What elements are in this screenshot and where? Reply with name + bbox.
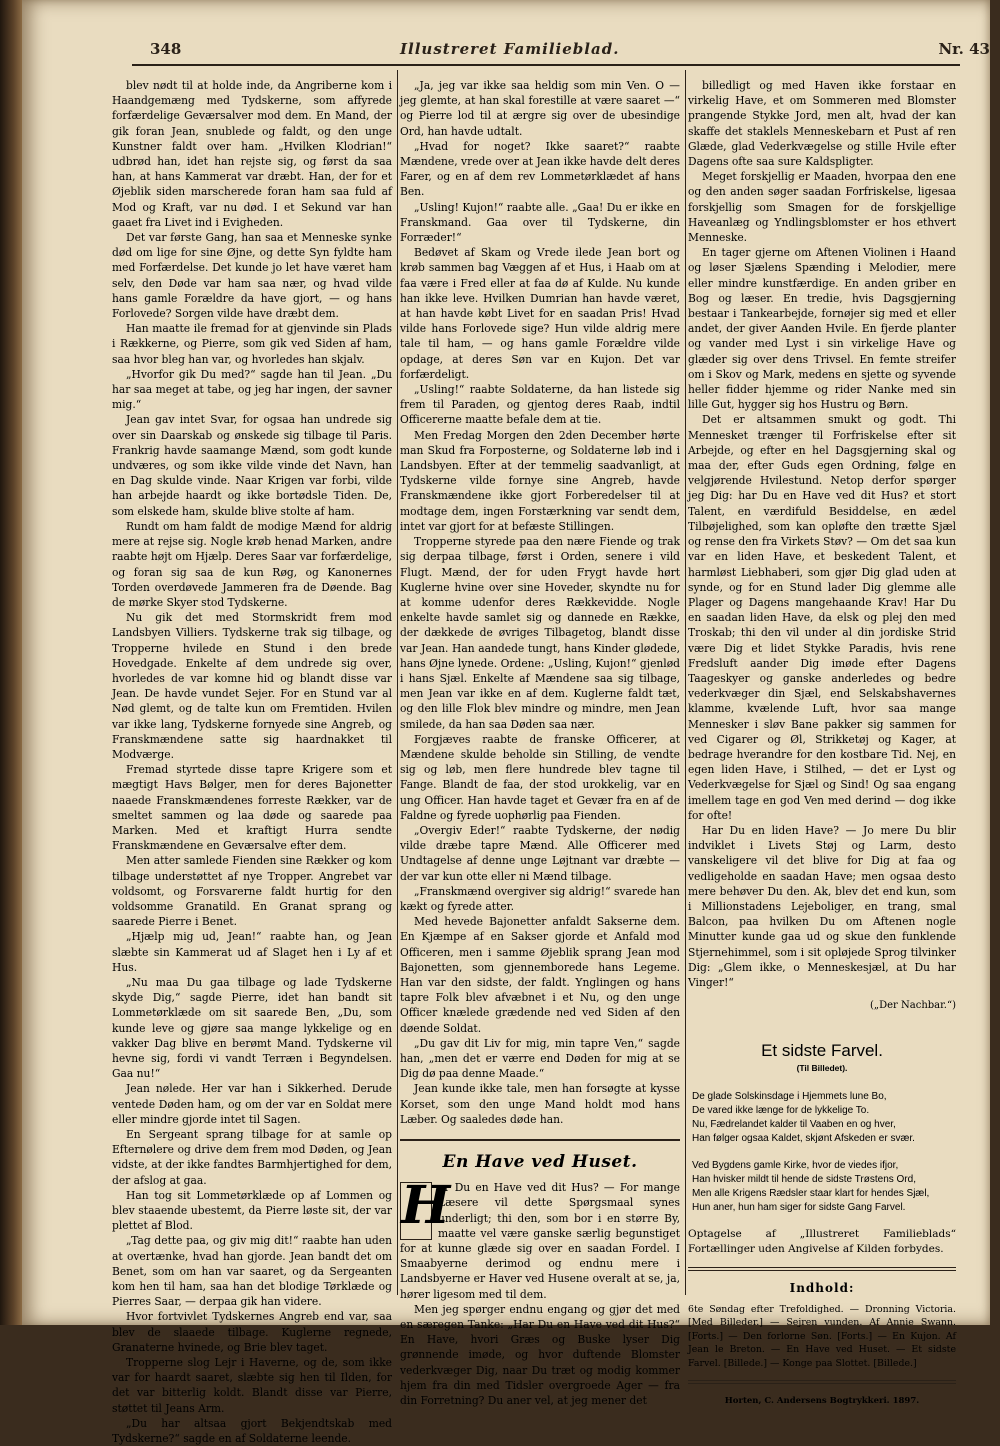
paragraph: Han maatte ile fremad for at gjenvinde sin Plads i Rækkerne, og Pierre, som gik ved Siden af ham, saa hvor bleg han var, og hvorledes han skjalv.: [112, 322, 392, 366]
paragraph: Rundt om ham faldt de modige Mænd for aldrig mere at rejse sig. Nogle krøb henad Marken, andre raabte højt om Hjælp. Deres Saar var forfærdelige, og foran sig saa de kun Røg, og Kanonernes Torden overdøvede Jammeren fra de Døende. Bag de mørke Skyer stod Tydskerne.: [112, 519, 392, 609]
contents-list: 6te Søndag efter Trefoldighed. — Dronning Victoria. [Med Billeder.] — Sejren vunden. Af Annie Swann. [Forts.] — Den forlorne Søn. [Forts.] — En Kujon. Af Jean le Breton. — En Have ved Huset. — Et sidste Farvel. [Billede.] — Konge paa Slottet. [Billede.]: [688, 1303, 956, 1369]
poem-stanza: [692, 1090, 956, 1147]
page-number: 348: [150, 40, 182, 58]
section-title: En Have ved Huset.: [442, 1152, 638, 1173]
poem-body: [692, 1090, 956, 1216]
paragraph: Men Fredag Morgen den 2den December hørte man Skud fra Forposterne, og Soldaterne løb ind i Landsbyen. Efter at der temmelig saadvanligt, at Tydskerne vilde fornye sine Angreb, havde Franskmændene ikke gjort Forberedelser til at modtage dem, ingen Forstærkning var sendt dem, intet var gjort for at befæste Stillingen.: [400, 428, 680, 533]
paragraph: „Nu maa Du gaa tilbage og lade Tydskerne skyde Dig,“ sagde Pierre, idet han bandt sit Lommetørklæde om sit saarede Ben, „Du, som kunde leve og gjøre saa mange lykkelige og en vakker Dag blive en berømt Mand. Tydskerne vil hevne sig, fordi vi vandt Terræn i Begyndelsen. Gaa nu!“: [112, 975, 392, 1081]
paragraph: Men jeg spørger endnu engang og gjør det med en særegen Tanke: „Har Du en Have ved dit Hus?“ En Have, hvori Græs og Buske lyser Dig grønnende imøde, og hvor duftende Blomster vederkvæger Dig, naar Du træt og modig kommer hjem fra din med Tidsler overgroede Ager — fra din Forretning? Du aner vel, at jeg mener det: [400, 1302, 680, 1408]
header-rule: [132, 64, 960, 66]
poem-line: Nu, Fædrelandet kalder til Vaaben en og hver,: [692, 1119, 896, 1131]
paragraph: En Sergeant sprang tilbage for at samle op Efternølere og drive dem frem mod Døden, og Jean vidste, at der ikke fandtes Barmhjertighed for dem, der afslog at gaa.: [112, 1128, 392, 1187]
paragraph: „Hvad for noget? Ikke saaret?“ raabte Mændene, vrede over at Jean ikke havde delt deres Farer, og en af dem rev Lommetørklædet af hans Ben.: [400, 139, 681, 199]
paragraph: Det er altsammen smukt og godt. Thi Mennesket trænger til Forfriskelse efter sit Arbejde, og efter en hel Dagsgjerning skal og maa der, efter Guds egen Ordning, følge en velgjørende Hvilestund. Netop derfor spørger jeg Dig: har Du en Have ved dit Hus? et stort Talent, en værdifuld Besiddelse, en ædel Tilbøjelighed, som kan opløfte den trætte Sjæl og rense den fra Virkets Støv? — Om det saa kun var en liden Have, et beskedent Talent, et harmløst Liebhaberi, som gjør Dig glad uden at synde, og for en Stund lader Dig glemme alle Plager og Dagens mangehaande Krav! Har Du en saadan liden Have, da elsk og plej den med Troskab; thi den vil under al din jordiske Strid være Dig et lidet Stykke Paradis, hvis rene Fredsluft aander Dig imøde efter Dagens Taageskyer og ganske anderledes og bedre vederkvæger din Sjæl, end Selskabshavernes klamme, kvælende Luft, hvor saa mange Mennesker i sløv Bane pakker sig sammen for ved Cigarer og Øl, Strikketøj og Kager, at bedrage hverandre for den kostbare Tid. Nej, en egen liden Have, i Stilhed, — det er Lyst og Vederkvægelse for Sjæl og Sind! Og saa engang imellem tage en god Ven med derind — dog ikke for ofte!: [688, 413, 956, 822]
contents-divider: [688, 1267, 956, 1271]
issue-number: Nr. 43: [938, 40, 990, 58]
poem-line: Hun aner, hun ham siger for sidste Gang Farvel.: [692, 1202, 906, 1214]
poem-line: De vared ikke længe for de lykkelige To.: [692, 1105, 870, 1116]
copyright-notice: Optagelse af „Illustreret Familieblads“ Fortællinger uden Angivelse af Kilden forbydes.: [688, 1228, 956, 1256]
paragraph: „Usling! Kujon!“ raabte alle. „Gaa! Du er ikke en Franskmand. Gaa over til Tydskerne, din Forræder!“: [400, 200, 680, 245]
paragraph: Meget forskjellig er Maaden, hvorpaa den ene og den anden søger saadan Forfriskelse, ligesaa forskjellig som Smagen for de forskjellige Haveanlæg og Yndlingsblomster er hos ethvert Menneske.: [688, 170, 956, 245]
poem-subtitle: (Til Billedet).: [796, 1062, 848, 1073]
poem-line: Men alle Krigens Rædsler staar klart for hendes Sjæl,: [692, 1188, 930, 1200]
article-source: („Der Nachbar.“): [870, 1000, 956, 1012]
column-2: [400, 78, 681, 1408]
paragraph: Bedøvet af Skam og Vrede ilede Jean bort og krøb sammen bag Væggen af et Hus, i Haab om at faa være i Fred eller at faa dø af Kulde. Nu kunde han ikke leve. Hvilken Dumrian han havde været, at han havde købt Livet for en saadan Pris! Hvad vilde hans Forlovede sige? Hun vilde aldrig mere tale til ham, — og hans gamle Forældre vilde opdage, at deres Søn var en Kujon. Det var forfærdeligt.: [400, 246, 680, 381]
paragraph: Med hevede Bajonetter anfaldt Sakserne dem. En Kjæmpe af en Sakser gjorde et Anfald mod Officeren, men i samme Øjeblik sprang Jean mod Bajonetten, som gjennemborede hans Legeme. Han var den sidste, der faldt. Ynglingen og hans tapre Folk blev afvæbnet i et Nu, og den unge Officer knælede grædende ned ved Siden af den døende Soldat.: [400, 915, 680, 1035]
poem-line: De glade Solskinsdage i Hjemmets lune Bo,: [692, 1090, 887, 1102]
paragraph: „Du har altsaa gjort Bekjendtskab med Tydskerne?“ sagde en af Soldaterne leende.: [112, 1416, 392, 1446]
paragraph: „Hjælp mig ud, Jean!“ raabte han, og Jean slæbte sin Kammerat ud af Slaget hen i Ly af et Hus.: [112, 930, 392, 974]
paragraph: Det var første Gang, han saa et Menneske synke død om lige for sine Øjne, og dette Syn fyldte ham med Forfærdelse. Det kunde jo let have været ham selv, den Døde var ham saa nær, og hvad vilde hans gamle Forældre da have gjort, — og hans Forlovede? Sorgen vilde have dræbt dem.: [112, 231, 392, 321]
column-divider-1: [397, 70, 398, 1295]
paragraph: ar Du en Have ved dit Hus? — For mange Læsere vil dette Spørgsmaal synes underligt; thi den, som bor i en større By, maatte vel være ganske særlig begunstiget for at kunne glæde sig over en saadan Fordel. I Smaabyerne derimod og endnu mere i Landsbyerne er Haver ved Husene overalt at se, ja, hører ligesom med til dem.: [400, 1181, 680, 1301]
column-1: [112, 78, 392, 1446]
poem-stanza: [692, 1159, 956, 1216]
paragraph: Fremad styrtede disse tapre Krigere som et mægtigt Havs Bølger, men for deres Bajonetter naaede Franskmændenes forreste Rækker, var de smeltet sammen og laa døde og saarede paa Marken. Med et kraftigt Hurra sendte Franskmændene en Geværsalve efter dem.: [112, 763, 392, 853]
printer-divider: [688, 1380, 956, 1384]
article-body: [400, 1180, 680, 1408]
paragraph: „Tag dette paa, og giv mig dit!“ raabte han uden at overtænke, hvad han gjorde. Jean bandt det om Benet, som om han var saaret, og da Sergeanten kom hen til ham, saa han det blodige Tørklæde og Pierres Saar, — derpaa gik han videre.: [112, 1234, 392, 1309]
poem-line: Ved Bygdens gamle Kirke, hvor de viedes ifjor,: [692, 1159, 899, 1171]
column-divider-2: [685, 70, 686, 1295]
paragraph: Forgjæves raabte de franske Officerer, at Mændene skulde beholde sin Stilling, de vendte sig og løb, men flere hundrede blev tagne til Fange. Blandt de faa, der stod urokkelig, var en ung Officer. Han havde taget et Gevær fra en af de Faldne og fyrede uophørlig paa Fienden.: [400, 732, 680, 822]
page-header: [150, 40, 990, 62]
column-3: [688, 78, 956, 1407]
paragraph: Men atter samlede Fienden sine Rækker og kom tilbage understøttet af nye Tropper. Angrebet var voldsomt, og Forsvarerne faldt hurtig for den voldsomme Granatild. En Granat sprang og saarede Pierre i Benet.: [112, 854, 392, 929]
paragraph: „Du gav dit Liv for mig, min tapre Ven,“ sagde han, „men det er værre end Døden for mig at se Dig dø paa denne Maade.“: [400, 1036, 680, 1081]
publication-title: Illustreret Familieblad.: [400, 40, 620, 58]
story-ending: [400, 78, 680, 1127]
paragraph: En tager gjerne om Aftenen Violinen i Haand og løser Sjælens Spænding i Melodier, mere eller mindre kunstfærdige. En anden griber en Bog og læser. En tredie, hvis Dagsgjerning bestaar i Tankearbejde, fornøjer sig med et eller andet, der giver Aanden Hvile. En fjerde planter og vander med Lyst i sin virkelige Have og glæder sig over dens Trivsel. En femte streifer om i Skov og Mark, medens en sjette og syvende heller fidder hjemme og rider Nanke med sin lille Gut, hygger sig hos Hustru og Børn.: [688, 246, 956, 412]
section-divider: [400, 1139, 680, 1141]
paragraph: Tropperne slog Lejr i Haverne, og de, som ikke var for haardt saaret, slæbte sig hen til Ilden, for det var bitterlig koldt. Blandt disse var Pierre, støttet til Jeans Arm.: [112, 1356, 392, 1415]
paragraph: Jean nølede. Her var han i Sikkerhed. Derude ventede Døden ham, og om der var en Soldat mere eller mindre gjorde intet til Sagen.: [112, 1082, 392, 1126]
paragraph: „Franskmænd overgiver sig aldrig!“ svarede han kækt og fyrede atter.: [400, 884, 680, 913]
book-spine: [0, 0, 22, 1325]
printer-imprint: Horten, C. Andersens Bogtrykkeri. 1897.: [724, 1396, 920, 1407]
paragraph: Hvor fortvivlet Tydskernes Angreb end var, saa blev de slaaede tilbage. Kuglerne regnede, Granaterne hvinede, og Brie blev taget.: [112, 1310, 392, 1354]
paragraph: „Usling!“ raabte Soldaterne, da han listede sig frem til Paraden, og gjentog deres Raab, indtil Officererne maatte befale dem at tie.: [400, 383, 680, 427]
poem-line: Han hvisker mildt til hende de sidste Trøstens Ord,: [692, 1173, 916, 1185]
section-article: [400, 1175, 680, 1408]
paragraph: Tropperne styrede paa den nære Fiende og trak sig derpaa tilbage, først i Orden, senere i vild Flugt. Mænd, der for uden Frygt havde hørt Kuglerne hvine over sine Hoveder, skyndte nu for at komme udenfor deres Rækkevidde. Nogle enkelte havde samlet sig og dannede en Række, der dækkede de øvriges Tilbagetog, blandt disse var Jean. Han aandede tungt, hans Kinder glødede, hans Øjne lynede. Ordene: „Usling, Kujon!“ gjenlød i hans Sjæl. Enkelte af Mændene saa sig tilbage, men Jean var ikke en af dem. Kuglerne faldt tæt, og den lille Flok blev mindre og mindre, men Jean smilede, da han saa Døden saa nær.: [400, 535, 680, 731]
paragraph: „Overgiv Eder!“ raabte Tydskerne, der nødig vilde dræbe tapre Mænd. Alle Officerer med Undtagelse af denne unge Løjtnant var dræbte — der var kun otte eller ni Mænd tilbage.: [400, 823, 680, 883]
paragraph: Har Du en liden Have? — Jo mere Du blir indviklet i Livets Støj og Larm, desto vanskeligere vil det blive for Dig at faa og vedligeholde en saadan Have; men ogsaa desto mere behøver Du den. Ak, blev det end kun, som i Millionstadens Lejeboliger, en trang, smal Balcon, paa hvilken Du om Aftenen nogle Minutter kunde gaa ud og skue den funklende Stjernehimmel, som i sit opløjede Sprog tilvinker Dig: „Glem ikke, o Menneskesjæl, at Du har Vinger!“: [688, 823, 956, 989]
poem-title: Et sidste Farvel.: [761, 1041, 883, 1061]
poem-line: Han følger ogsaa Kaldet, skjønt Afskeden er svær.: [692, 1133, 915, 1145]
paragraph: blev nødt til at holde inde, da Angriberne kom i Haandgemæng med Tydskerne, som affyrede forfærdelige Geværsalver mod dem. En Mand, der gik foran Jean, snublede og faldt, og den unge Kunstner faldt over ham. „Hvilken Klodrian!“ udbrød han, idet han rejste sig, og først da saa han, at hans Kammerat var dræbt. Han, der for et Øjeblik siden marscherede foran ham saa fuld af Mod og Kraft, var nu død. I et Sekund var han gaaet fra Livet ind i Evigheden.: [112, 79, 392, 229]
contents-title: Indhold:: [789, 1281, 855, 1296]
article-continuation: [688, 78, 956, 990]
paragraph: Jean kunde ikke tale, men han forsøgte at kysse Korset, som den unge Mand holdt mod hans Læber. Og saaledes døde han.: [400, 1082, 680, 1126]
paragraph: Han tog sit Lommetørklæde op af Lommen og blev staaende ubestemt, da Pierre løste sit, der var plettet af Blod.: [112, 1188, 392, 1233]
paragraph: „Ja, jeg var ikke saa heldig som min Ven. O — jeg glemte, at han skal forestille at være saaret —“ og Pierre lod til at ærgre sig over de ubesindige Ord, han havde udtalt.: [400, 79, 680, 138]
story-continuation: [112, 78, 392, 1446]
paragraph: Jean gav intet Svar, for ogsaa han undrede sig over sin Daarskab og ønskede sig tilbage til Paris. Frankrig havde saamange Mænd, som godt kunde undværes, og som ikke vilde vinde det Navn, han en Dag skulde vinde. Naar Krigen var forbi, vilde han arbejde haardt og ikke bortødsle Tiden. De, som elskede ham, skulde blive stolte af ham.: [112, 413, 392, 518]
paragraph: „Hvorfor gik Du med?“ sagde han til Jean. „Du har saa meget at tabe, og jeg har ingen, der savner mig.“: [112, 367, 392, 412]
drop-cap: H: [400, 1182, 432, 1240]
paragraph: Nu gik det med Stormskridt frem mod Landsbyen Villiers. Tydskerne trak sig tilbage, og Tropperne hvilede en Stund i den brede Hovedgade. Enkelte af dem undrede sig over, hvorledes de var komne hid og blandt disse var Jean. De havde vundet Sejer. For en Stund var al Nød glemt, og de talte kun om Fremtiden. Hvilen var ikke lang, Tydskerne fornyede sine Angreb, og Franskmændene satte sig haardnakket til Modværge.: [112, 611, 392, 761]
paragraph: billedligt og med Haven ikke forstaar en virkelig Have, et om Sommeren med Blomster prangende Stykke Jord, men alt, hvad der kan skaffe det staklels Menneskebarn et Pust af ren Glæde, glad Vederkvægelse og stille Hvile efter Dagens ofte saa sure Kaldspligter.: [688, 79, 956, 169]
